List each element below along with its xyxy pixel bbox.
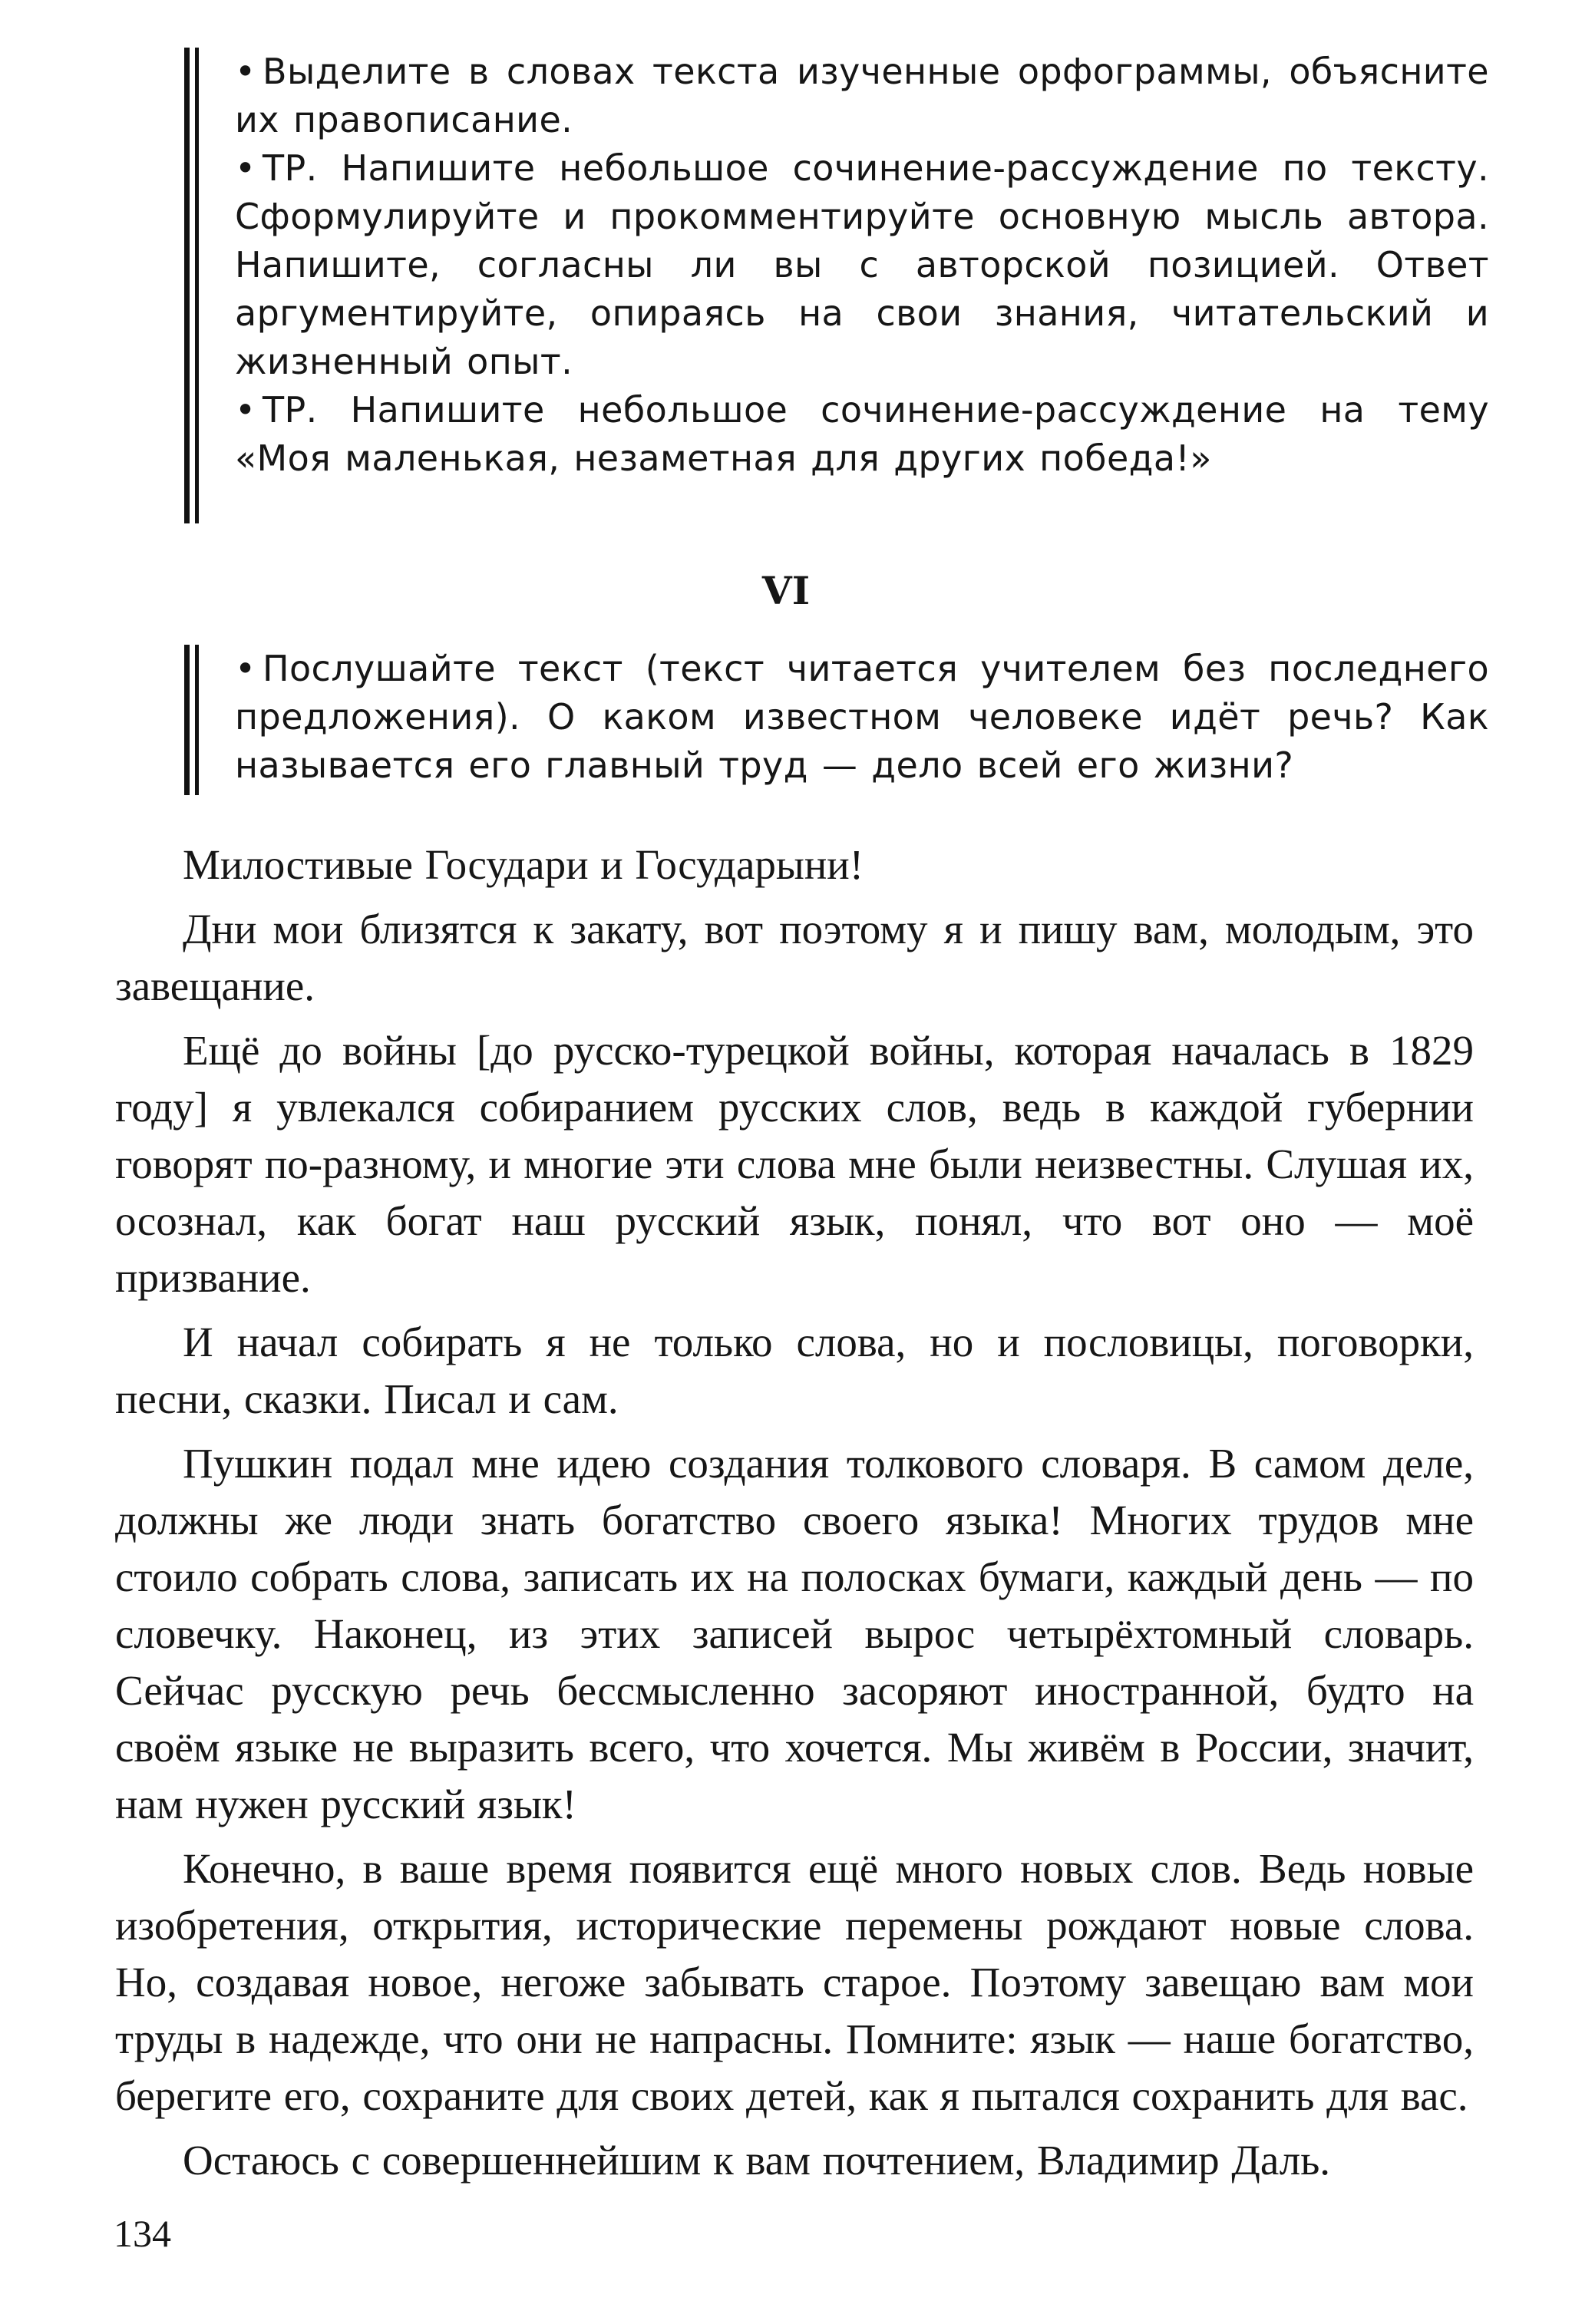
task-list — [235, 645, 1489, 790]
task-item-text: Выделите в словах текста изученные орфограммы, объясните их правописание. — [235, 51, 1489, 140]
bullet-icon: • — [235, 51, 256, 92]
bullet-icon: • — [235, 147, 256, 189]
task-item-text: ТР. Напишите небольшое сочинение-рассуждение на тему «Моя маленькая, незаметная для других победа!» — [235, 389, 1489, 479]
page-number: 134 — [114, 2212, 171, 2255]
letter-paragraph: Милостивые Государи и Государыни! — [183, 841, 864, 888]
margin-bar — [184, 645, 190, 795]
bullet-icon: • — [235, 648, 256, 689]
letter-paragraph: Конечно, в ваше время появится ещё много новых слов. Ведь новые изобретения, открытия, исторические перемены рождают новые слова. Но, создавая новое, негоже забывать старое. Поэтому завещаю вам мои труды в надежде, что они не напрасны. Помните: язык — наше богатство, берегите его, сохраните для своих детей, как я пытался сохранить для вас. — [115, 1845, 1474, 2119]
task-item-text: Послушайте текст (текст читается учителем без последнего предложения). О каком известном человеке идёт речь? Как называется его главный труд — дело всей его жизни? — [235, 648, 1489, 786]
letter-paragraph: Ещё до войны [до русско-турецкой войны, которая началась в 1829 году] я увлекался собиранием русских слов, ведь в каждой губернии говорят по-разному, и многие эти слова мне были неизвестны. Слушая их, осознал, как богат наш русский язык, понял, что вот оно — моё призвание. — [115, 1027, 1474, 1301]
margin-bar — [184, 48, 190, 523]
margin-bar — [195, 645, 199, 795]
letter-signature: Остаюсь с совершеннейшим к вам почтением, Владимир Даль. — [183, 2137, 1331, 2184]
letter-text — [115, 837, 1474, 2197]
task-item — [235, 48, 1489, 144]
task-item — [235, 386, 1489, 483]
letter-paragraph: И начал собирать я не только слова, но и пословицы, поговорки, песни, сказки. Писал и сам. — [115, 1319, 1474, 1422]
letter-paragraph: Пушкин подал мне идею создания толкового словаря. В самом деле, должны же люди знать богатство своего языка! Многих трудов мне стоило собрать слова, записать их на полосках бумаги, каждый день — по словечку. Наконец, из этих записей вырос четырёхтомный словарь. Сейчас русскую речь бессмысленно засоряют иностранной, будто на своём языке не выразить всего, что хочется. Мы живём в России, значит, нам нужен русский язык! — [115, 1440, 1474, 1827]
margin-bar — [195, 48, 199, 523]
task-block-2 — [184, 645, 1489, 795]
section-heading: VI — [761, 568, 811, 613]
bullet-icon: • — [235, 389, 256, 431]
task-block-1 — [184, 48, 1489, 523]
task-list — [235, 48, 1489, 483]
task-item — [235, 144, 1489, 386]
task-item-text: ТР. Напишите небольшое сочинение-рассуждение по тексту. Сформулируйте и прокомментируйте основную мысль автора. Напишите, согласны ли вы с авторской позицией. Ответ аргументируйте, опираясь на свои знания, читательский и жизненный опыт. — [235, 147, 1489, 382]
letter-paragraph: Дни мои близятся к закату, вот поэтому я и пишу вам, молодым, это завещание. — [115, 906, 1474, 1009]
task-item — [235, 645, 1489, 790]
